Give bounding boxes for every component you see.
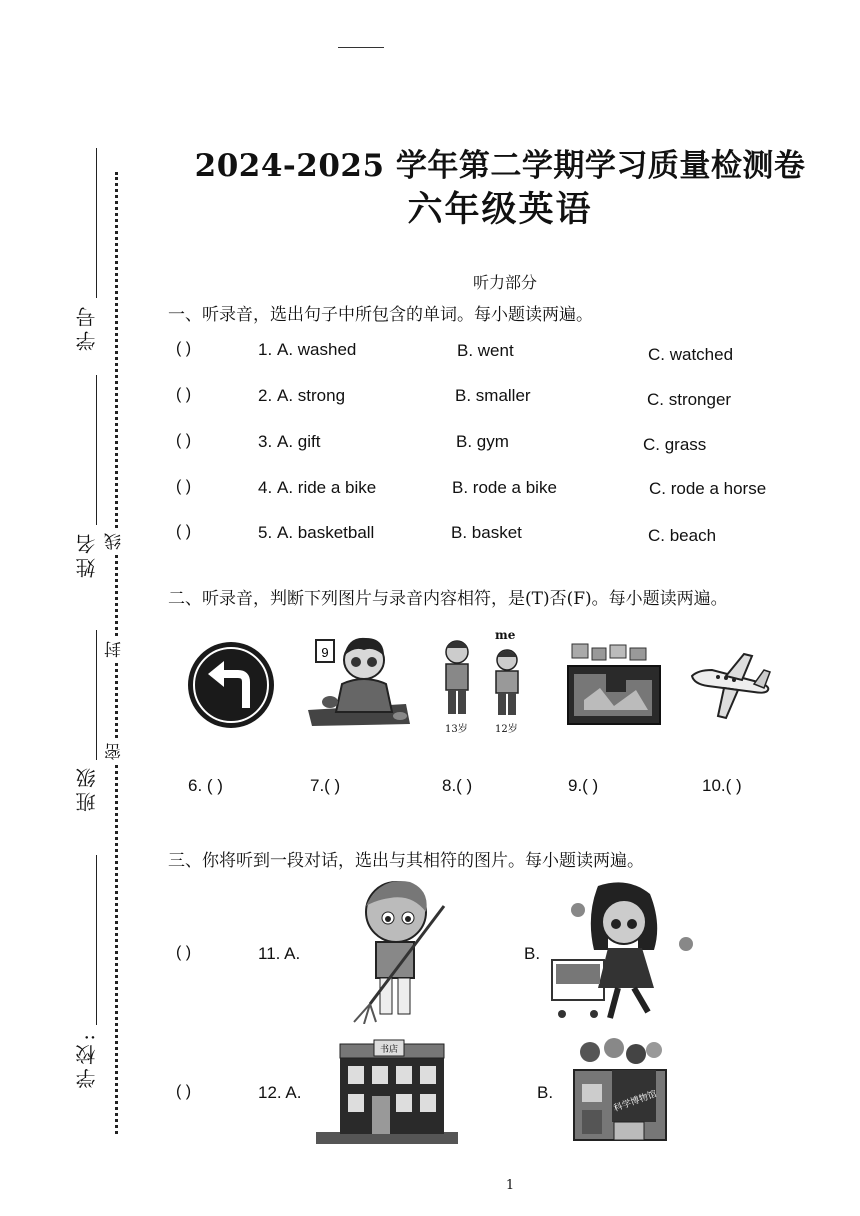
section3-title: 三、你将听到一段对话，选出与其相符的图片。每小题读两遍。 — [168, 851, 644, 871]
science-museum-icon — [570, 1036, 670, 1144]
answer-8: 8.( ) — [442, 776, 473, 795]
jigsaw-puzzle-icon — [566, 640, 662, 726]
two-boys-picture — [433, 630, 535, 736]
q1-option-a: A. washed — [277, 340, 357, 359]
q1-option-b: B. went — [457, 341, 514, 360]
school-label: 学校: — [75, 1030, 99, 1089]
class-label: 班级 — [75, 764, 99, 812]
q12-option-a-label: 12. A. — [258, 1083, 302, 1102]
top-rule — [338, 47, 384, 48]
answer-9: 9.( ) — [568, 776, 599, 795]
age-left-label: 13岁 — [445, 724, 468, 735]
q4-option-c: C. rode a horse — [649, 479, 767, 498]
answer-10: 10.( ) — [702, 776, 742, 795]
bookstore-sign: 书店 — [379, 1045, 399, 1055]
seal-char-mi: 密 — [107, 740, 124, 763]
exam-subtitle: 六年级英语 — [407, 189, 593, 230]
q2-option-b: B. smaller — [455, 386, 531, 405]
two-boys-icon — [433, 630, 535, 724]
answer-paren: ( ) — [176, 478, 192, 495]
q2-option-c: C. stronger — [647, 390, 732, 409]
age-right-label: 12岁 — [495, 724, 518, 735]
student-id-label: 学号 — [75, 303, 99, 351]
girl-shopping-icon — [550, 880, 698, 1026]
boy-sweeping-icon — [340, 876, 450, 1024]
q4-num: 4. — [258, 478, 273, 497]
section2-title: 二、听录音，判断下列图片与录音内容相符，是(T)否(F)。每小题读两遍。 — [168, 589, 728, 609]
answer-paren: ( ) — [176, 1083, 192, 1100]
class-line — [96, 630, 97, 760]
answer-6: 6. ( ) — [188, 776, 223, 795]
q5-num: 5. — [258, 523, 273, 542]
exam-title: 2024-2025 学年第二学期学习质量检测卷 — [194, 148, 806, 184]
museum-sign: 科学博物馆 — [612, 1089, 659, 1115]
q11-option-b-label: B. — [524, 944, 541, 963]
answer-7: 7.( ) — [310, 776, 341, 795]
school-line — [96, 855, 97, 1025]
q5-option-c: C. beach — [648, 526, 717, 545]
answer-paren: ( ) — [176, 432, 192, 449]
q5-option-a: A. basketball — [277, 523, 375, 542]
calendar-day: 9 — [321, 645, 329, 660]
q4-option-b: B. rode a bike — [452, 478, 557, 497]
seal-char-xian: 线 — [107, 530, 124, 553]
student-id-line — [96, 148, 97, 298]
q12-option-b-label: B. — [537, 1083, 554, 1102]
q3-option-b: B. gym — [456, 432, 509, 451]
section1-title: 一、听录音，选出句子中所包含的单词。每小题读两遍。 — [168, 305, 593, 325]
q2-option-a: A. strong — [277, 386, 346, 405]
q4-option-a: A. ride a bike — [277, 478, 377, 497]
name-line — [96, 375, 97, 525]
turn-left-sign-icon — [186, 640, 276, 730]
q2-num: 2. — [258, 386, 273, 405]
q3-option-a: A. gift — [277, 432, 321, 451]
answer-paren: ( ) — [176, 386, 192, 403]
q1-num: 1. — [258, 340, 273, 359]
listening-heading: 听力部分 — [472, 273, 537, 292]
q5-option-b: B. basket — [451, 523, 522, 542]
me-label: me — [495, 628, 516, 642]
answer-paren: ( ) — [176, 340, 192, 357]
boy-picnic-icon — [306, 632, 412, 728]
q11-option-a-label: 11. A. — [258, 944, 301, 963]
q3-option-c: C. grass — [643, 435, 707, 454]
q1-option-c: C. watched — [648, 345, 734, 364]
answer-paren: ( ) — [176, 523, 192, 540]
airplane-icon — [688, 650, 774, 720]
bookstore-icon — [316, 1034, 458, 1144]
seal-char-feng: 封 — [107, 638, 124, 661]
answer-paren: ( ) — [176, 944, 192, 961]
page-number: 1 — [505, 1178, 515, 1193]
q3-num: 3. — [258, 432, 273, 451]
name-label: 姓名 — [75, 530, 99, 578]
